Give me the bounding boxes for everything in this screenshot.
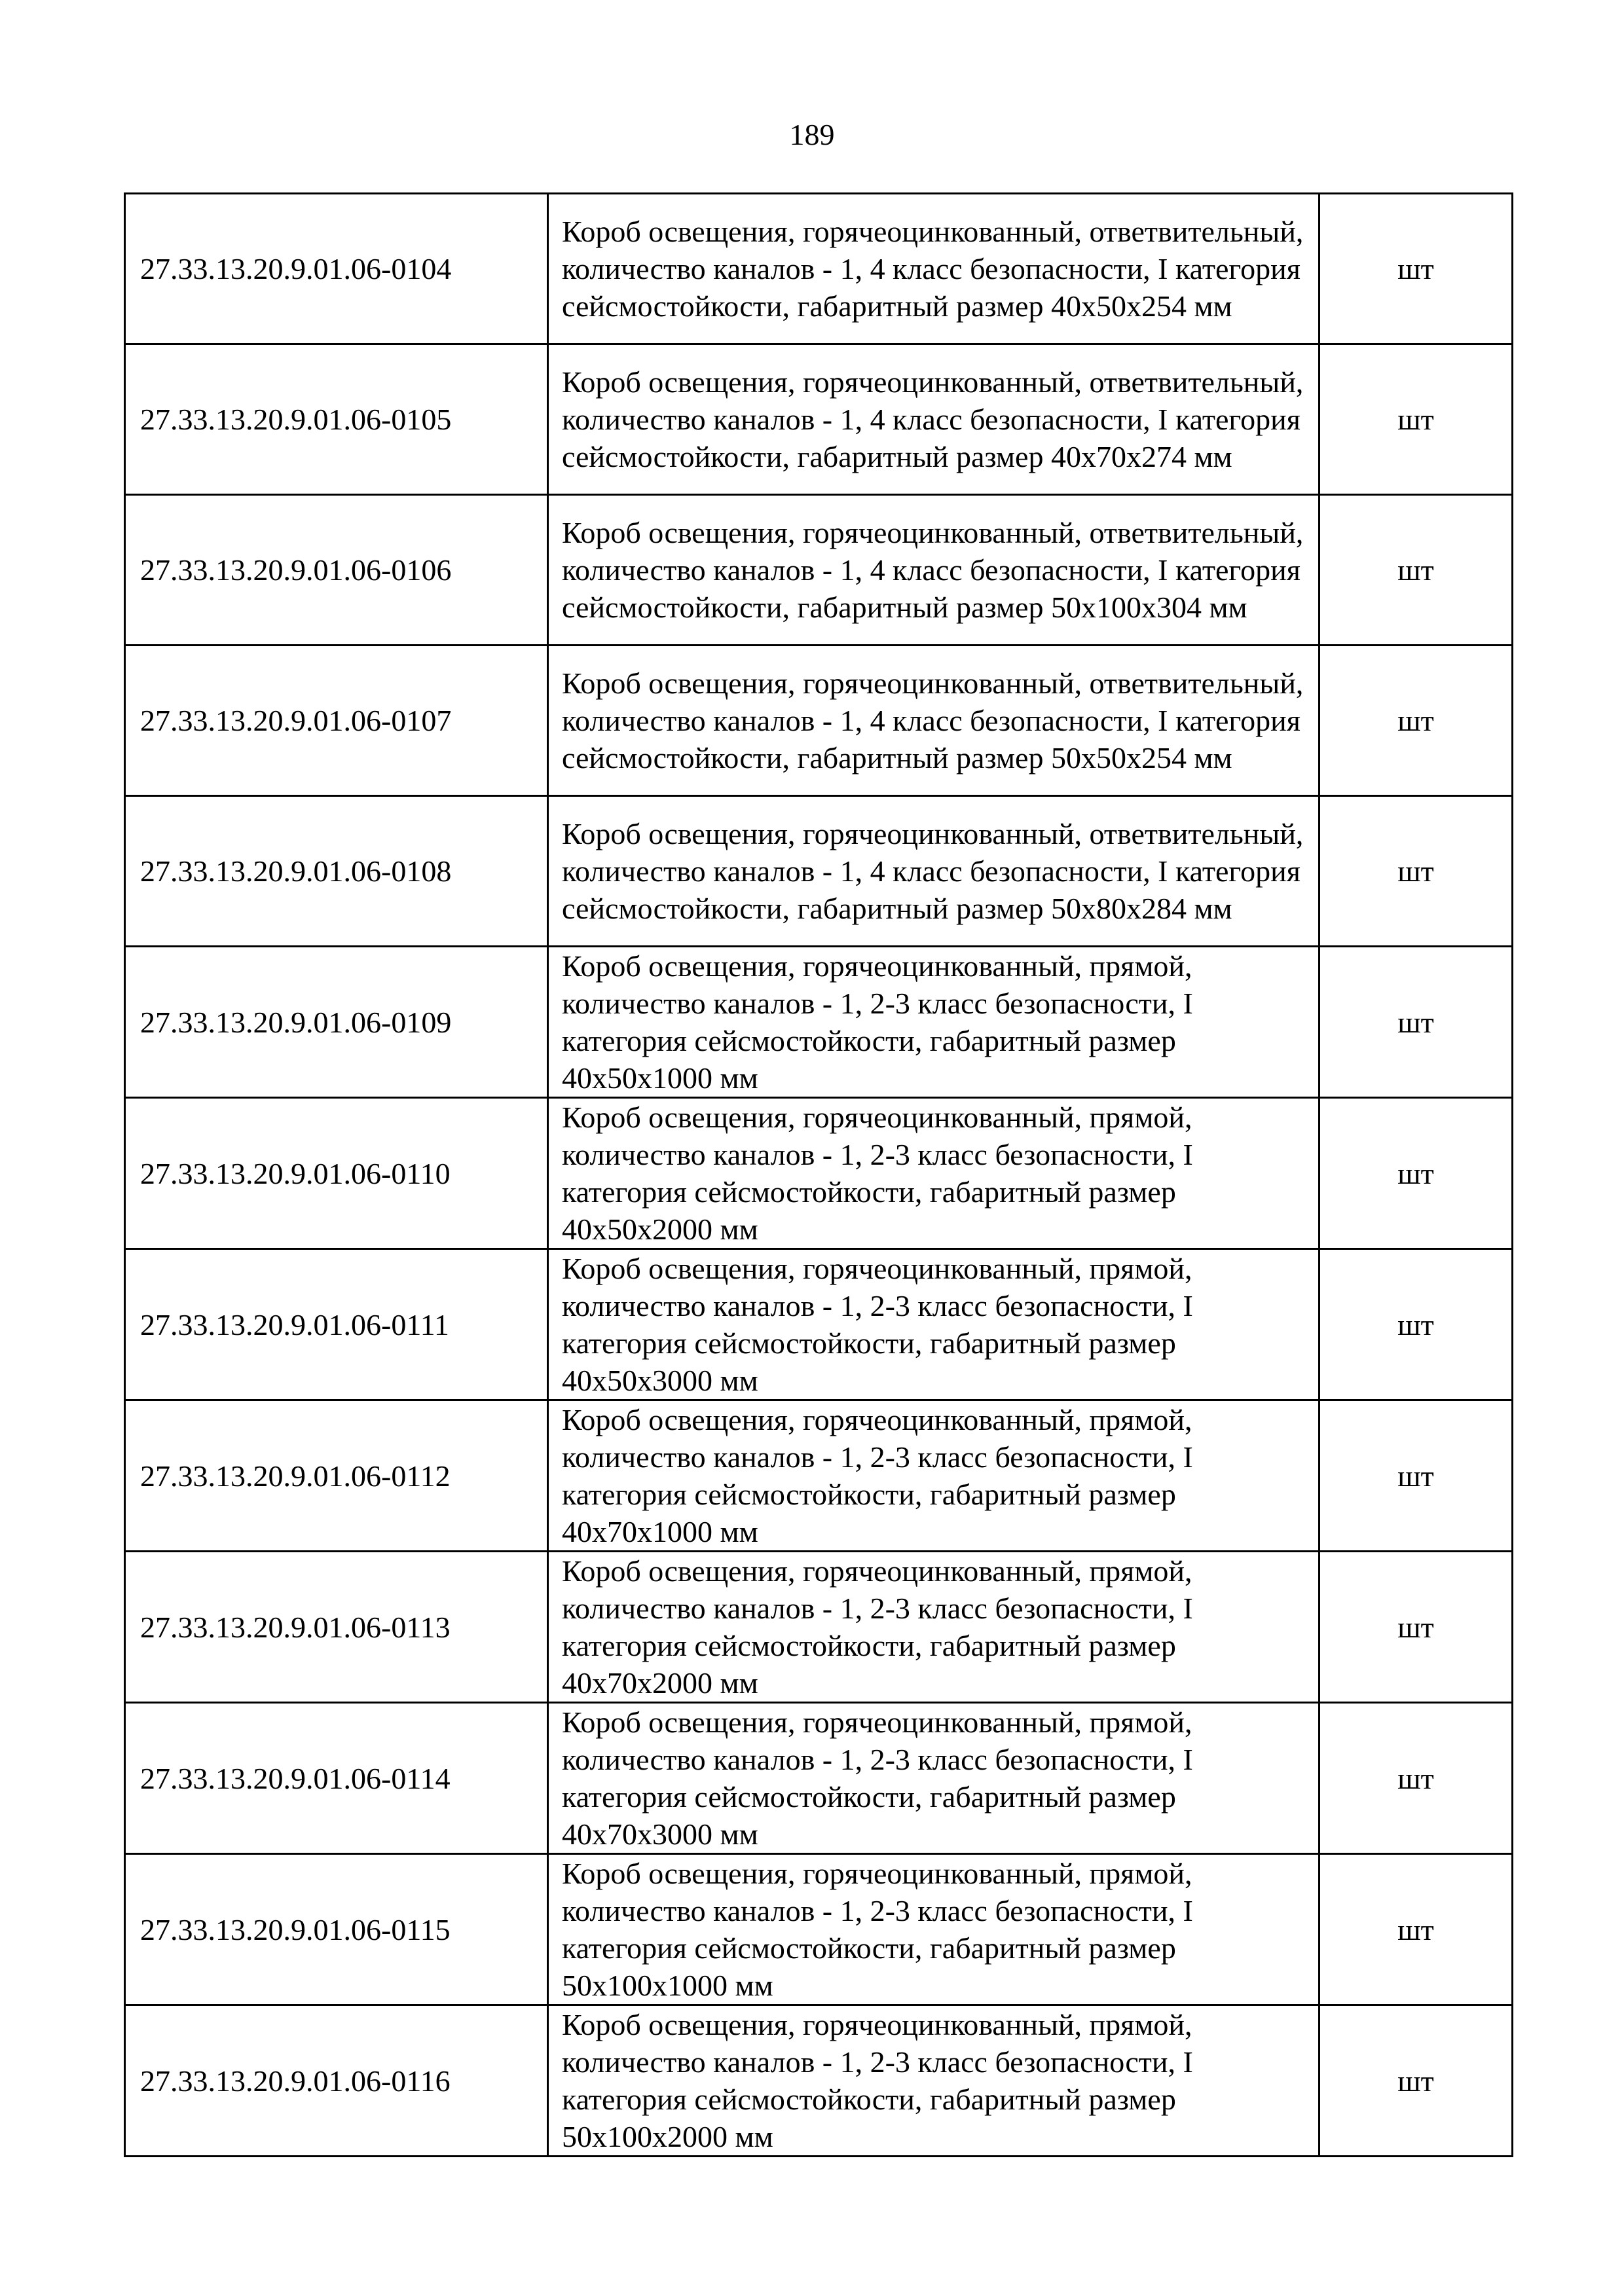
table-row	[125, 947, 1513, 1098]
items-table	[124, 192, 1513, 2157]
item-description: Короб освещения, горячеоцинкованный, ответвительный, количество каналов - 1, 4 класс безопасности, I категория сейсмостойкости, габаритный размер 50х50х254 мм	[548, 646, 1320, 796]
item-unit: шт	[1320, 1703, 1513, 1854]
item-description: Короб освещения, горячеоцинкованный, прямой, количество каналов - 1, 2-3 класс безопасности, I категория сейсмостойкости, габаритный размер 40х50х3000 мм	[548, 1249, 1320, 1400]
item-unit: шт	[1320, 947, 1513, 1098]
item-description: Короб освещения, горячеоцинкованный, ответвительный, количество каналов - 1, 4 класс безопасности, I категория сейсмостойкости, габаритный размер 40х50х254 мм	[548, 194, 1320, 344]
item-code: 27.33.13.20.9.01.06-0114	[125, 1703, 548, 1854]
table-row	[125, 344, 1513, 495]
table-row	[125, 1098, 1513, 1249]
item-description: Короб освещения, горячеоцинкованный, прямой, количество каналов - 1, 2-3 класс безопасности, I категория сейсмостойкости, габаритный размер 50х100х1000 мм	[548, 1854, 1320, 2005]
item-code: 27.33.13.20.9.01.06-0104	[125, 194, 548, 344]
item-description: Короб освещения, горячеоцинкованный, прямой, количество каналов - 1, 2-3 класс безопасности, I категория сейсмостойкости, габаритный размер 50х100х2000 мм	[548, 2005, 1320, 2157]
item-unit: шт	[1320, 1552, 1513, 1703]
item-unit: шт	[1320, 1098, 1513, 1249]
table-row	[125, 1400, 1513, 1552]
item-unit: шт	[1320, 2005, 1513, 2157]
table-row	[125, 1854, 1513, 2005]
table-row	[125, 194, 1513, 344]
item-description: Короб освещения, горячеоцинкованный, прямой, количество каналов - 1, 2-3 класс безопасности, I категория сейсмостойкости, габаритный размер 40х70х2000 мм	[548, 1552, 1320, 1703]
item-description: Короб освещения, горячеоцинкованный, прямой, количество каналов - 1, 2-3 класс безопасности, I категория сейсмостойкости, габаритный размер 40х50х1000 мм	[548, 947, 1320, 1098]
item-code: 27.33.13.20.9.01.06-0105	[125, 344, 548, 495]
item-unit: шт	[1320, 1249, 1513, 1400]
item-code: 27.33.13.20.9.01.06-0113	[125, 1552, 548, 1703]
table-row	[125, 796, 1513, 947]
item-unit: шт	[1320, 646, 1513, 796]
item-description: Короб освещения, горячеоцинкованный, прямой, количество каналов - 1, 2-3 класс безопасности, I категория сейсмостойкости, габаритный размер 40х50х2000 мм	[548, 1098, 1320, 1249]
item-unit: шт	[1320, 796, 1513, 947]
item-code: 27.33.13.20.9.01.06-0110	[125, 1098, 548, 1249]
item-code: 27.33.13.20.9.01.06-0109	[125, 947, 548, 1098]
table-row	[125, 1552, 1513, 1703]
item-description: Короб освещения, горячеоцинкованный, ответвительный, количество каналов - 1, 4 класс безопасности, I категория сейсмостойкости, габаритный размер 50х100х304 мм	[548, 495, 1320, 646]
item-description: Короб освещения, горячеоцинкованный, прямой, количество каналов - 1, 2-3 класс безопасности, I категория сейсмостойкости, габаритный размер 40х70х3000 мм	[548, 1703, 1320, 1854]
page-number: 189	[789, 118, 835, 151]
item-unit: шт	[1320, 495, 1513, 646]
item-description: Короб освещения, горячеоцинкованный, ответвительный, количество каналов - 1, 4 класс безопасности, I категория сейсмостойкости, габаритный размер 50х80х284 мм	[548, 796, 1320, 947]
item-code: 27.33.13.20.9.01.06-0106	[125, 495, 548, 646]
item-code: 27.33.13.20.9.01.06-0112	[125, 1400, 548, 1552]
table-row	[125, 495, 1513, 646]
item-code: 27.33.13.20.9.01.06-0116	[125, 2005, 548, 2157]
item-code: 27.33.13.20.9.01.06-0107	[125, 646, 548, 796]
item-unit: шт	[1320, 1400, 1513, 1552]
item-code: 27.33.13.20.9.01.06-0115	[125, 1854, 548, 2005]
item-description: Короб освещения, горячеоцинкованный, ответвительный, количество каналов - 1, 4 класс безопасности, I категория сейсмостойкости, габаритный размер 40х70х274 мм	[548, 344, 1320, 495]
item-unit: шт	[1320, 194, 1513, 344]
item-unit: шт	[1320, 344, 1513, 495]
item-code: 27.33.13.20.9.01.06-0108	[125, 796, 548, 947]
table-row	[125, 1703, 1513, 1854]
item-unit: шт	[1320, 1854, 1513, 2005]
item-description: Короб освещения, горячеоцинкованный, прямой, количество каналов - 1, 2-3 класс безопасности, I категория сейсмостойкости, габаритный размер 40х70х1000 мм	[548, 1400, 1320, 1552]
table-row	[125, 1249, 1513, 1400]
table-row	[125, 2005, 1513, 2157]
table-row	[125, 646, 1513, 796]
item-code: 27.33.13.20.9.01.06-0111	[125, 1249, 548, 1400]
